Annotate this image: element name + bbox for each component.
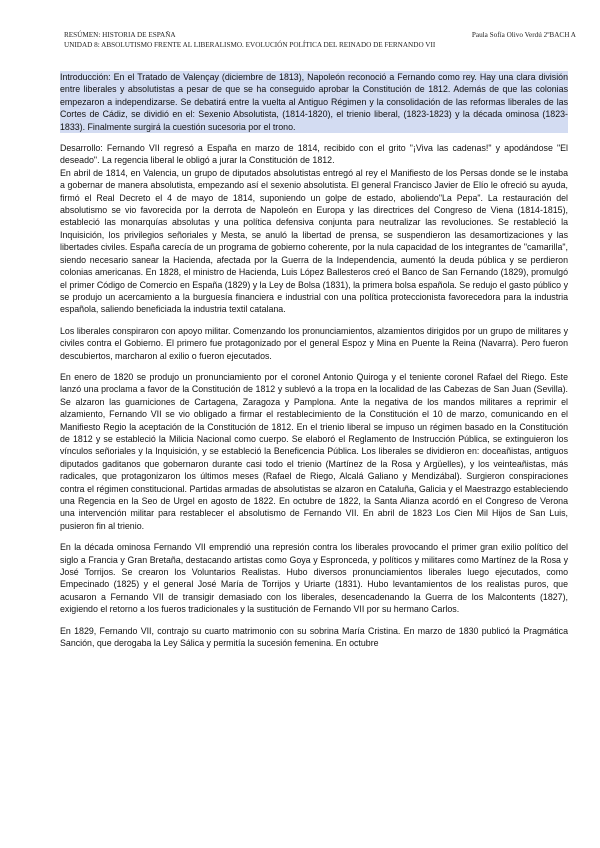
liberal-conspiracies-paragraph: Los liberales conspiraron con apoyo militar. Comenzando los pronunciamientos, alzamientos dirigidos por un grupo de militares y civiles contra el Gobierno. El primero fue protagonizado por el general Espoz y Mina en Puente la Reina (Navarra). Pero fueron descubiertos, marcharon al exilio o fueron ejecutados.: [60, 325, 568, 361]
page-header: [64, 30, 576, 50]
author-info: Paula Sofía Olivo Verdú 2ºBACH A: [471, 31, 576, 39]
header-top-row: [64, 30, 576, 40]
succession-paragraph: En 1829, Fernando VII, contrajo su cuarto matrimonio con su sobrina María Cristina. En marzo de 1830 publicó la Pragmática Sanción, que derogaba la Ley Sálica y permitía la sucesión femenina. En octubre: [60, 625, 568, 649]
development-paragraph: Desarrollo: Fernando VII regresó a España en marzo de 1814, recibido con el grito "¡Viva las cadenas!" y apodándose "El deseado". La regencia liberal le obligó a jurar la Constitución de 1812.: [60, 143, 568, 166]
document-title: RESÚMEN: HISTORIA DE ESPAÑA: [64, 31, 176, 39]
trienio-liberal-paragraph: En enero de 1820 se produjo un pronunciamiento por el coronel Antonio Quiroga y el teniente coronel Rafael del Riego. Este lanzó una proclama a favor de la Constitución de 1812 y sublevó a la tropa en la localidad de las Cabezas de San Juan (Sevilla). Se alzaron las guarniciones de Cartagena, Zaragoza y Pamplona. Ante la negativa de los mandos militares a reprimir el alzamiento, Fernando VII se vio obligado a firmar el restablecimiento de la Constitución el 10 de marzo, comunicando en el Manifiesto Regio la aceptación de la Constitución de 1812. En el trienio liberal se impuso un régimen basado en la Constitución de 1812 y se estableció la Milicia Nacional como cuerpo. Se elaboró el Reglamento de Instrucción Pública, se extinguieron los vínculos señoriales y la Inquisición, y se estableció la Beneficencia Pública. Los liberales se dividieron en: doceañistas, antiguos diputados gaditanos que gobernaron durante casi todo el trienio (Martínez de la Rosa y Argüelles), y los veinteañistas, más radicales, que protagonizaron los últimos meses (Rafael de Riego, Alcalá Galiano y Mendizábal). Surgieron conspiraciones contra el régimen constitucional. Partidas armadas de absolutistas se alzaron en Cataluña, Galicia y el Maestrazgo estableciendo una Regencia en la Seo de Urgel en agosto de 1822. En octubre de 1822, la Santa Alianza acordó en el Congreso de Verona una intervención militar para restablecer el absolutismo de Fernando VII. En abril de 1823 Los Cien Mil Hijos de San Luis, pusieron fin al trienio.: [60, 371, 568, 531]
sexenio-paragraph: En abril de 1814, en Valencia, un grupo de diputados absolutistas entregó al rey el Manifiesto de los Persas donde se le instaba a gobernar de manera absolutista, empezando así el sexenio absolutista. El general Francisco Javier de Elío le ofreció su ayuda, firmó el Real Decreto el 4 de mayo de 1814, suponiendo un golpe de estado, aboliendo"La Pepa". La restauración del absolutismo se vio favorecida por la derrota de Napoleón en Europa y las directrices del Congreso de Viena (1814-1815), estableció las monarquías absolutas y una política defensiva conjunta para neutralizar las revoluciones. Se restableció la Inquisición, los privilegios señoriales y Mesta, se anuló la libertad de prensa, se suspendieron las desamortizaciones y las libertades civiles. España carecía de un programa de gobierno coherente, por la nula capacidad de los integrantes de "camarilla", siendo necesario sanear la Hacienda, afectada por la Guerra de la Independencia, aumentó la deuda pública y se perdieron colonias americanas. En 1828, el ministro de Hacienda, Luis López Ballesteros creó el Banco de San Fernando (1829), promulgó el primer Código de Comercio en España (1829) y la Ley de Bolsa (1831), la primera bolsa española. Se redujo el gasto público y se produjo un acercamiento a la burguesía financiera e industrial con una política proteccionista favorecedora para la industria española, saliendo beneficiada la industria textil catalana.: [60, 167, 568, 315]
introduction-paragraph: Introducción: En el Tratado de Valençay (diciembre de 1813), Napoleón reconoció a Fernando como rey. Hay una clara división entre liberales y absolutistas a pesar de que se ha conseguido aprobar la Constitución de 1812. Además de que las colonias empezaron a independizarse. Se debatirá entre la vuelta al Antiguo Régimen y la consolidación de las reformas liberales de las Cortes de Cádiz, se dividió en el: Sexenio Absolutista, (1814-1820), el trienio liberal, (1823-1823) y la década ominosa (1823-1833). Finalmente surgirá la cuestión sucesoria por el trono.: [60, 72, 568, 132]
unit-title: UNIDAD 8: ABSOLUTISMO FRENTE AL LIBERALISMO. EVOLUCIÓN POLÍTICA DEL REINADO DE FERNANDO VII: [64, 41, 436, 49]
document-body: [60, 71, 568, 658]
decada-ominosa-paragraph: En la década ominosa Fernando VII emprendió una represión contra los liberales provocando el primer gran exilio político del siglo a Francia y Gran Bretaña, destacando artistas como Goya y Espronceda, y políticos y militares como Martínez de la Rosa y José Torrijos. Se crearon los Voluntarios Realistas. Hubo diversos pronunciamientos liberales luego ejecutados, como Empecinado (1825) y el general José María de Torrijos y Uriarte (1831). Hubo levantamientos de los realistas puros, que acusaron a Fernando VII de transigir demasiado con los liberales, desencadenando la Guerra de los Malcontents (1827), exigiendo el retorno a los fueros tradicionales y la sustitución de Fernando VII por su hermano Carlos.: [60, 542, 568, 615]
